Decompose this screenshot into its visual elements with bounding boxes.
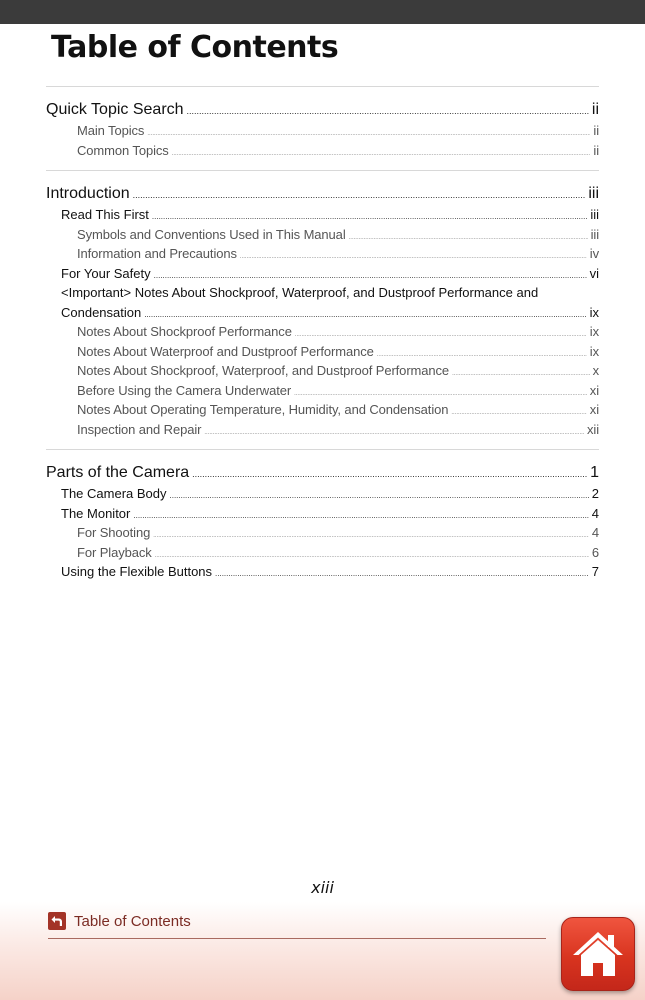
toc-entry-for-your-safety[interactable]: For Your Safety ..... vi (46, 264, 599, 284)
back-arrow-icon (48, 912, 66, 930)
toc-entry-camera-body[interactable]: The Camera Body ..... 2 (46, 484, 599, 504)
toc-entry-read-this-first[interactable]: Read This First ..... iii (46, 205, 599, 225)
toc-entry-symbols-and-conventions[interactable]: Symbols and Conventions Used in This Manual ..... iii (46, 225, 599, 245)
table-of-contents (46, 86, 599, 592)
toc-entry-operating-temperature[interactable]: Notes About Operating Temperature, Humidity, and Condensation ..... xi (46, 400, 599, 420)
footer-rule (48, 938, 546, 939)
top-bar (0, 0, 645, 24)
toc-entry-notes-shockproof[interactable]: Notes About Shockproof Performance ..... ix (46, 322, 599, 342)
home-button[interactable] (561, 917, 635, 991)
toc-section-parts-of-the-camera (46, 450, 599, 592)
page-title: Table of Contents (51, 30, 339, 65)
toc-entry-information-and-precautions[interactable]: Information and Precautions ..... iv (46, 244, 599, 264)
toc-entry-main-topics[interactable]: Main Topics ..... ii (46, 121, 599, 141)
toc-entry-introduction[interactable]: Introduction ..... iii (46, 183, 599, 205)
toc-entry-before-using-underwater[interactable]: Before Using the Camera Underwater ..... xi (46, 381, 599, 401)
page-number: xiii (311, 878, 334, 897)
toc-section-introduction (46, 171, 599, 449)
toc-entry-notes-shockproof-waterproof-dustproof[interactable]: Notes About Shockproof, Waterproof, and Dustproof Performance ..... x (46, 361, 599, 381)
toc-entry-important-notes-line2: Condensation (61, 304, 142, 320)
toc-section-quick-topic-search (46, 87, 599, 170)
toc-entry-notes-waterproof-dustproof[interactable]: Notes About Waterproof and Dustproof Performance ..... ix (46, 342, 599, 362)
toc-entry-for-playback[interactable]: For Playback ..... 6 (46, 543, 599, 563)
toc-entry-important-notes[interactable]: <Important> Notes About Shockproof, Waterproof, and Dustproof Performance and Condensation ..... ix (46, 283, 599, 322)
table-of-contents-link[interactable] (48, 912, 191, 930)
toc-entry-the-monitor[interactable]: The Monitor ..... 4 (46, 504, 599, 524)
table-of-contents-link-label: Table of Contents (74, 912, 191, 930)
toc-entry-flexible-buttons[interactable]: Using the Flexible Buttons ..... 7 (46, 562, 599, 582)
toc-entry-common-topics[interactable]: Common Topics ..... ii (46, 141, 599, 161)
toc-entry-quick-topic-search[interactable]: Quick Topic Search ..... ii (46, 99, 599, 121)
toc-entry-inspection-and-repair[interactable]: Inspection and Repair ..... xii (46, 420, 599, 440)
toc-entry-for-shooting[interactable]: For Shooting ..... 4 (46, 523, 599, 543)
toc-entry-important-notes-line1: <Important> Notes About Shockproof, Waterproof, and Dustproof Performance and (61, 285, 539, 300)
home-icon (570, 928, 626, 980)
toc-entry-parts-of-the-camera[interactable]: Parts of the Camera ..... 1 (46, 462, 599, 484)
